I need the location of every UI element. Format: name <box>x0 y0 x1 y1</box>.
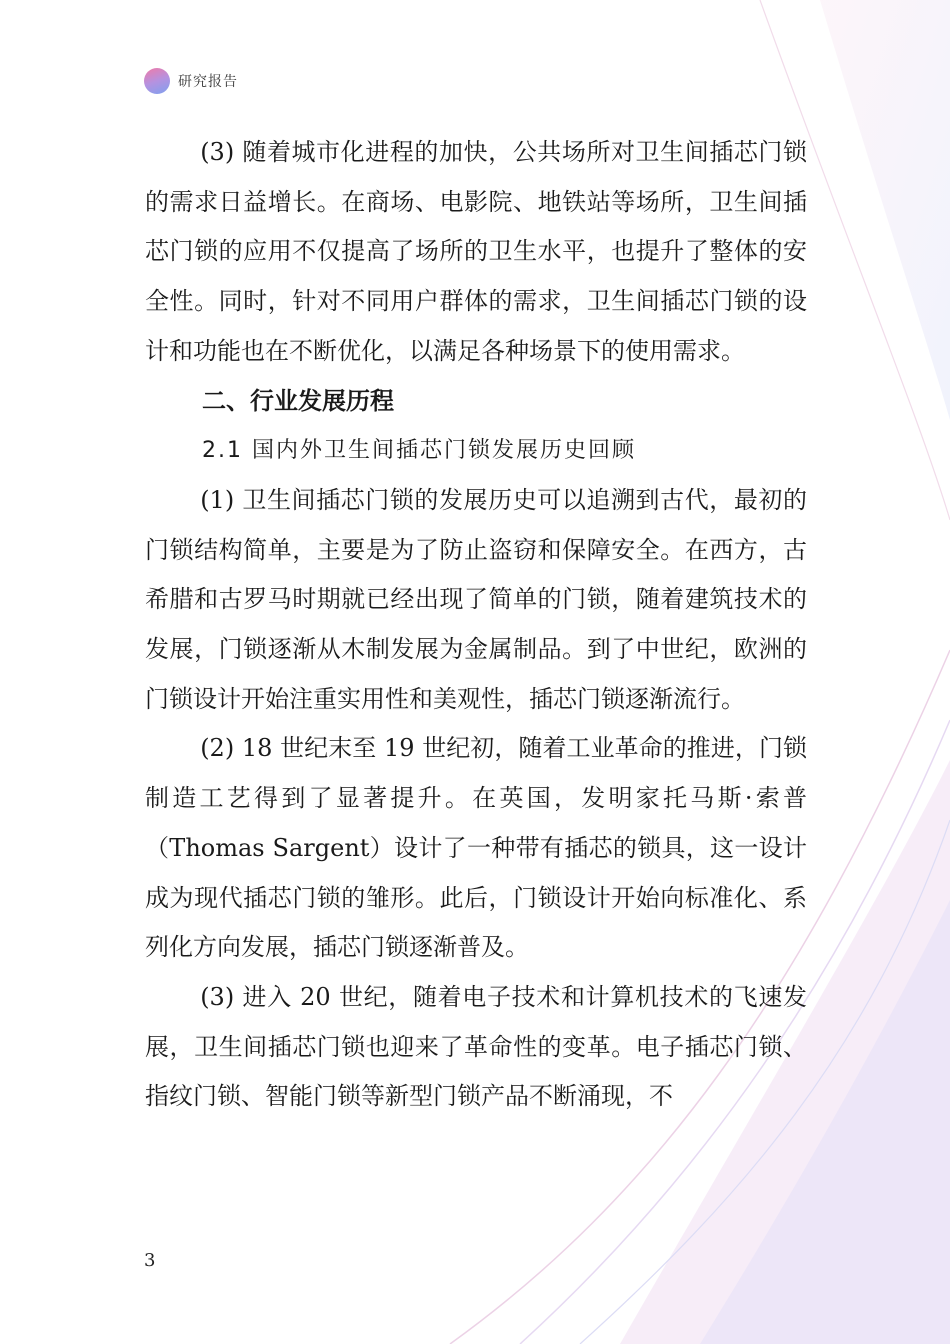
subsection-title: 2.1 国内外卫生间插芯门锁发展历史回顾 <box>202 438 636 464</box>
paragraph: (3) 随着城市化进程的加快，公共场所对卫生间插芯门锁的需求日益增长。在商场、电影院、地铁站等场所，卫生间插芯门锁的应用不仅提高了场所的卫生水平，也提升了整体的安全性。同时，针对不同用户群体的需求，卫生间插芯门锁的设计和功能也在不断优化，以满足各种场景下的使用需求。 <box>145 138 807 365</box>
header-label: 研究报告 <box>178 74 238 90</box>
report-header <box>144 66 238 96</box>
page-number: 3 <box>144 1250 156 1271</box>
paragraph: (1) 卫生间插芯门锁的发展历史可以追溯到古代，最初的门锁结构简单，主要是为了防止盗窃和保障安全。在西方，古希腊和古罗马时期就已经出现了简单的门锁，随着建筑技术的发展，门锁逐渐从木制发展为金属制品。到了中世纪，欧洲的门锁设计开始注重实用性和美观性，插芯门锁逐渐流行。 <box>145 485 807 713</box>
document-body <box>145 128 807 1122</box>
paragraph: (2) 18 世纪末至 19 世纪初，随着工业革命的推进，门锁制造工艺得到了显著提升。在英国，发明家托马斯·索普（Thomas Sargent）设计了一种带有插芯的锁具，这一设计成为现代插芯门锁的雏形。此后，门锁设计开始向标准化、系列化方向发展，插芯门锁逐渐普及。 <box>145 734 807 962</box>
section-title: 二、行业发展历程 <box>202 386 394 415</box>
logo-circle-icon <box>144 68 170 94</box>
paragraph: (3) 进入 20 世纪，随着电子技术和计算机技术的飞速发展，卫生间插芯门锁也迎来了革命性的变革。电子插芯门锁、指纹门锁、智能门锁等新型门锁产品不断涌现，不 <box>145 982 807 1111</box>
